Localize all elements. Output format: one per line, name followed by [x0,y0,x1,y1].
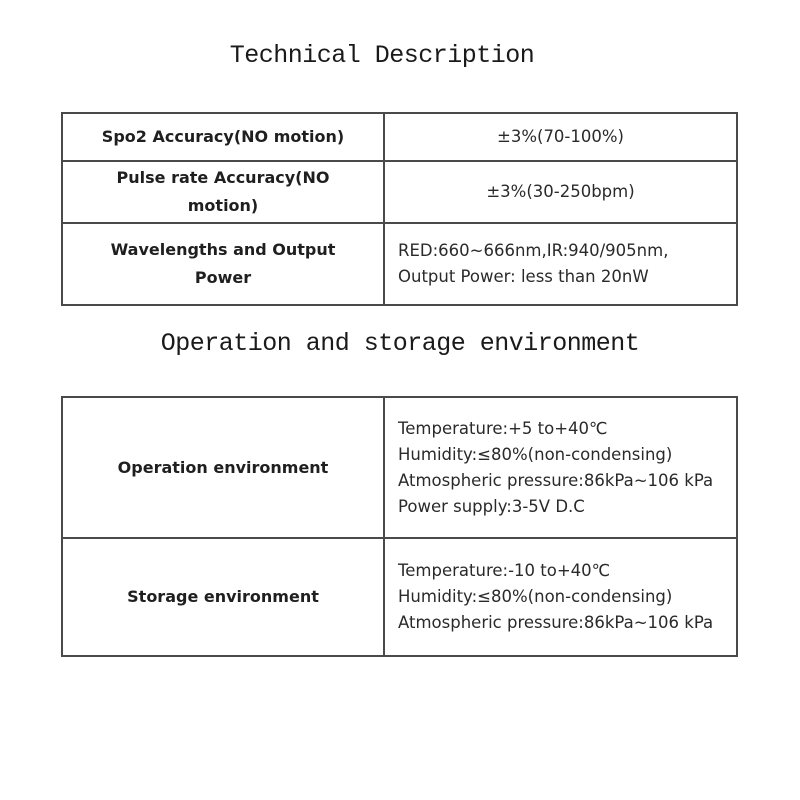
label-line: Operation environment [117,457,329,477]
label-line: Wavelengths and Output [110,240,336,259]
table-row-value-spo2-accuracy [385,114,736,162]
label-line: Power [194,268,252,287]
environment-table [61,396,738,657]
table-row-label-operation-environment [63,398,385,539]
section-title-technical: Technical Description [229,41,535,70]
section-title-environment: Operation and storage environment [160,329,640,358]
table-row-label-storage-environment [63,539,385,655]
table-row-label-wavelengths-output-power [63,224,385,304]
table-row-label-pulse-rate-accuracy [63,162,385,224]
value-line: Temperature:+5 to+40℃ [398,418,608,438]
value-line: Atmospheric pressure:86kPa~106 kPa [398,470,714,490]
label-line: Storage environment [127,587,319,606]
value-line: Humidity:≤80%(non-condensing) [398,587,673,606]
label-line: motion) [187,196,259,215]
value-line: Power supply:3-5V D.C [398,496,585,516]
table-row-label-spo2-accuracy [63,114,385,162]
value-line: RED:660~666nm,IR:940/905nm, [398,241,669,260]
label-line: Pulse rate Accuracy(NO [116,168,330,187]
value-line: Atmospheric pressure:86kPa~106 kPa [398,613,714,632]
technical-spec-table [61,112,738,306]
value-line: Humidity:≤80%(non-condensing) [398,444,673,464]
value-line: ±3%(70-100%) [497,127,624,146]
label-line: Spo2 Accuracy(NO motion) [101,127,345,146]
value-line: Output Power: less than 20nW [398,267,649,286]
table-row-value-pulse-rate-accuracy [385,162,736,224]
table-row-value-storage-environment [385,539,736,655]
value-line: ±3%(30-250bpm) [486,182,635,201]
value-line: Temperature:-10 to+40℃ [398,561,611,580]
table-row-value-wavelengths-output-power [385,224,736,304]
table-row-value-operation-environment [385,398,736,539]
